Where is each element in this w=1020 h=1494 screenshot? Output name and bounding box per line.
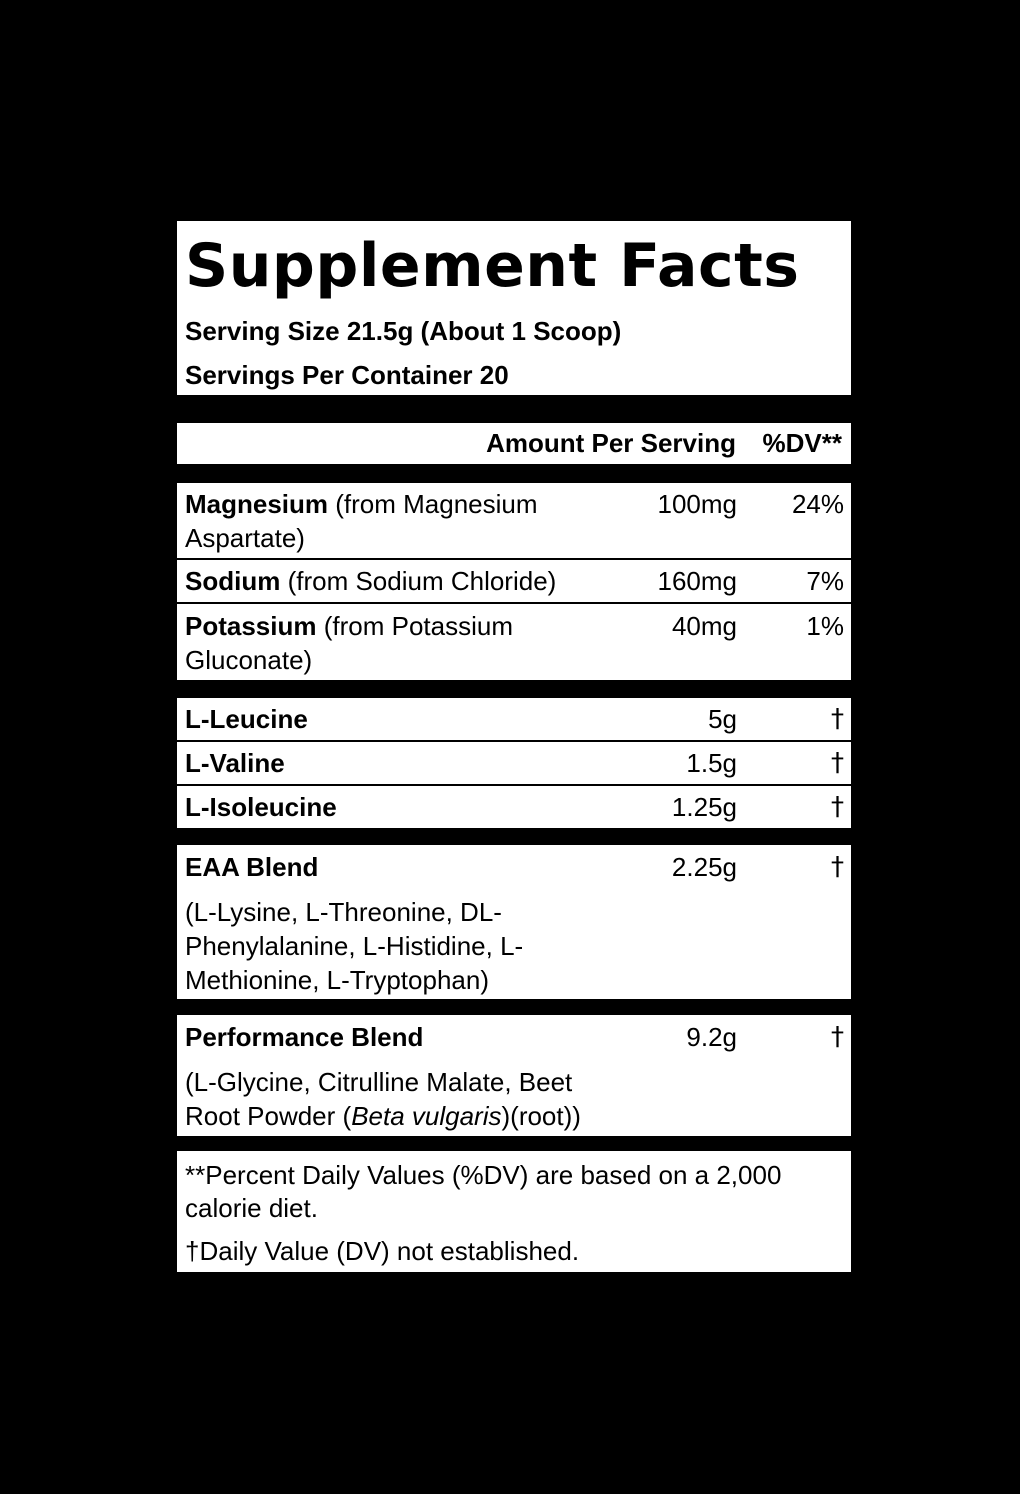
- amount-per-serving-header: Amount Per Serving: [486, 428, 736, 458]
- dv-not-established-footnote: †Daily Value (DV) not established.: [185, 1236, 580, 1266]
- amino-acids-group: [177, 698, 851, 828]
- ingredients-latin-name: Beta vulgaris: [351, 1101, 502, 1131]
- nutrient-row-potassium: [177, 602, 851, 680]
- nutrient-row-isoleucine: [177, 784, 851, 828]
- header-box: [177, 221, 851, 395]
- blend-name: Performance Blend: [185, 1022, 424, 1052]
- nutrient-name: L-Valine: [185, 748, 285, 778]
- servings-per-container: Servings Per Container 20: [185, 360, 509, 390]
- nutrient-amount: 40mg: [671, 611, 737, 641]
- footnotes-box: [177, 1151, 851, 1272]
- dagger-mark: †: [831, 748, 844, 778]
- minerals-group: [177, 483, 851, 680]
- serving-size: Serving Size 21.5g (About 1 Scoop): [185, 316, 622, 346]
- nutrient-name: [185, 564, 605, 598]
- nutrient-name: L-Isoleucine: [185, 792, 337, 822]
- nutrient-row-leucine: [177, 698, 851, 740]
- supplement-facts-label: [177, 221, 851, 1272]
- nutrient-amount: 1.25g: [671, 792, 737, 822]
- nutrient-name-bold: Potassium: [185, 611, 317, 641]
- nutrient-name-bold: Magnesium: [185, 489, 329, 519]
- nutrient-amount: 160mg: [657, 566, 737, 596]
- blend-row-eaa: [177, 845, 851, 999]
- dagger-mark: †: [831, 852, 844, 882]
- blend-amount: 2.25g: [671, 852, 737, 882]
- ingredients-suffix: )(root)): [501, 1101, 581, 1131]
- nutrient-name: [185, 609, 605, 677]
- dv-basis-footnote: **Percent Daily Values (%DV) are based on a 2,000 calorie diet.: [185, 1160, 782, 1223]
- nutrient-name: [185, 487, 605, 555]
- dagger-mark: †: [831, 704, 844, 734]
- nutrient-amount: 100mg: [657, 489, 737, 519]
- ingredients-prefix: (L-Glycine, Citrulline Malate, Beet Root Powder (: [185, 1067, 573, 1131]
- nutrient-row-magnesium: [177, 483, 851, 558]
- nutrient-source: (from Potassium Gluconate): [185, 611, 513, 675]
- nutrient-dv: 1%: [806, 611, 844, 641]
- blend-ingredients: (L-Lysine, L-Threonine, DL-Phenylalanine, L-Histidine, L-Methionine, L-Tryptophan): [185, 897, 524, 995]
- blend-row-performance: [177, 1015, 851, 1136]
- dv-header: %DV**: [762, 428, 842, 458]
- nutrient-row-valine: [177, 740, 851, 784]
- nutrient-source: (from Sodium Chloride): [280, 566, 557, 596]
- nutrient-dv: 7%: [806, 566, 844, 596]
- label-title: Supplement Facts: [185, 231, 800, 301]
- nutrient-amount: 5g: [708, 704, 737, 734]
- dagger-mark: †: [831, 1022, 844, 1052]
- dagger-mark: †: [831, 792, 844, 822]
- blend-ingredients: [185, 1065, 625, 1133]
- blend-name: EAA Blend: [185, 852, 319, 882]
- column-header-row: [177, 423, 851, 464]
- blend-amount: 9.2g: [686, 1022, 737, 1052]
- nutrient-amount: 1.5g: [686, 748, 737, 778]
- nutrient-dv: 24%: [791, 489, 844, 519]
- eaa-blend-group: [177, 845, 851, 999]
- nutrient-source: (from Magnesium Aspartate): [185, 489, 538, 553]
- nutrient-name-bold: Sodium: [185, 566, 281, 596]
- nutrient-row-sodium: [177, 558, 851, 602]
- performance-blend-group: [177, 1015, 851, 1136]
- nutrient-name: L-Leucine: [185, 704, 308, 734]
